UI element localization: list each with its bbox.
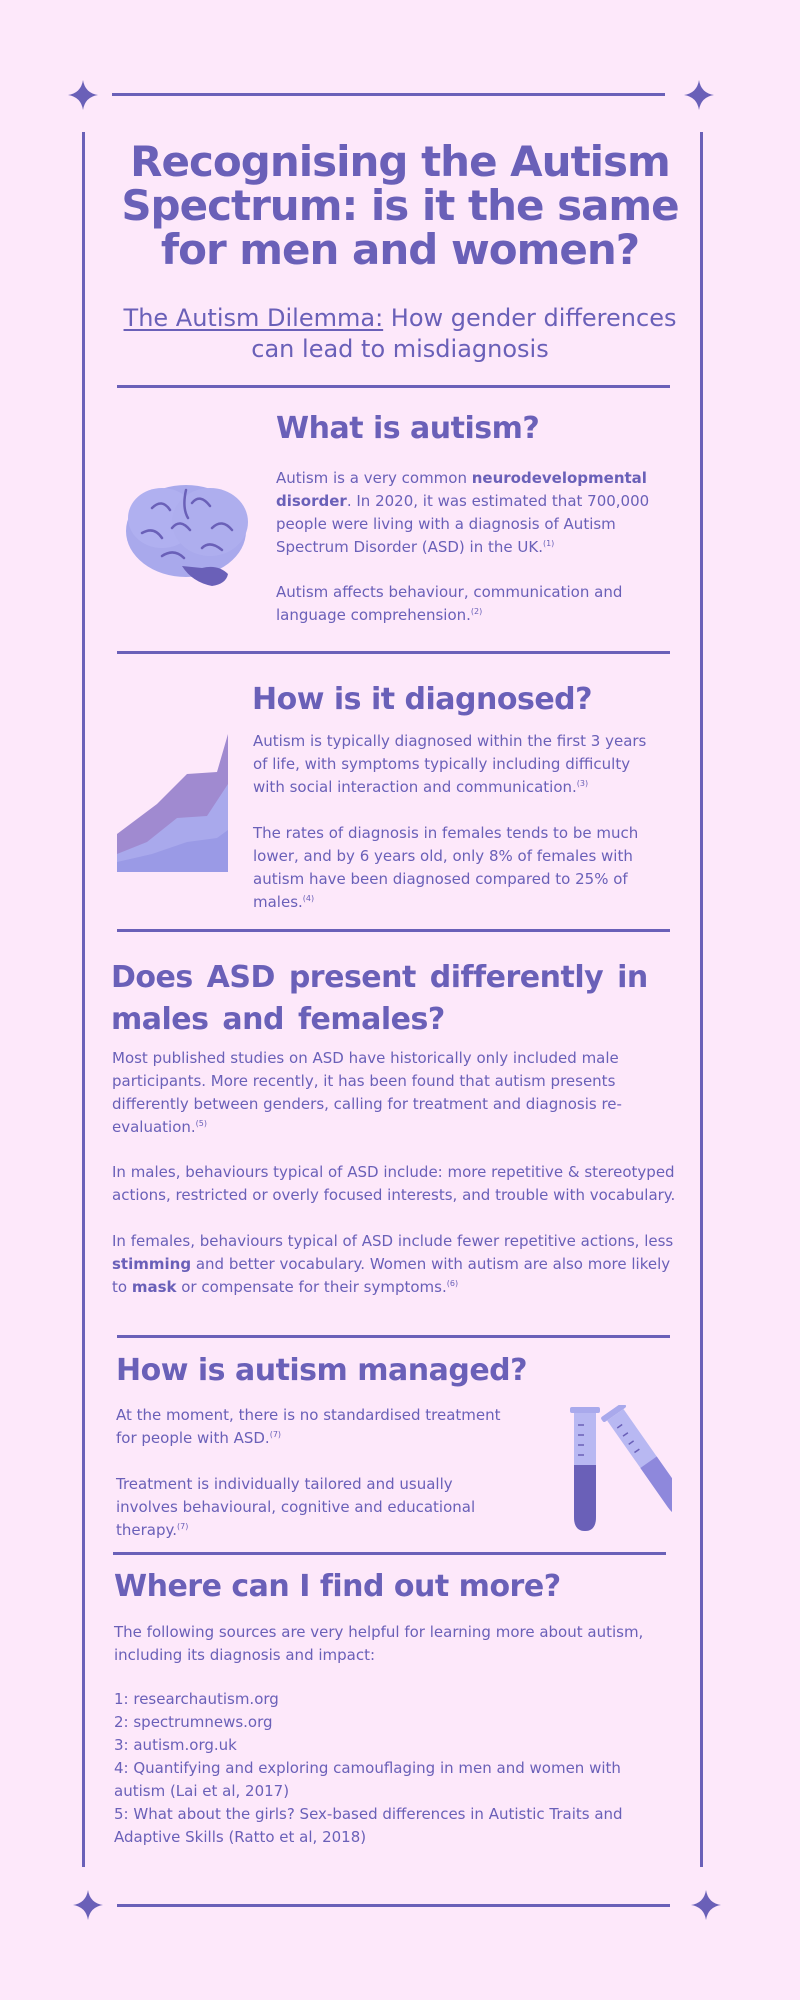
- section-heading-what-is-autism: What is autism?: [276, 411, 540, 446]
- sources-list: [114, 1688, 674, 1849]
- test-tubes-icon: [568, 1405, 672, 1533]
- diagnosed-paragraph-1: Autism is typically diagnosed within the first 3 years of life, with symptoms typically including difficulty with social interaction and communication.$^{(3)}$: [253, 732, 647, 796]
- subtitle-link[interactable]: The Autism Dilemma:: [123, 304, 384, 332]
- sparkle-icon: [73, 1890, 103, 1920]
- diagnosed-paragraph-2: The rates of diagnosis in females tends to be much lower, and by 6 years old, only 8% of females with autism have been diagnosed compared to 25% of males.$^{(4)}$: [253, 824, 639, 911]
- sparkle-icon: [684, 80, 714, 110]
- frame-top-line: [112, 93, 665, 96]
- find-out-more-intro: The following sources are very helpful for learning more about autism, including its diagnosis and impact:: [114, 1623, 644, 1664]
- frame-right-line: [700, 132, 703, 1867]
- managed-paragraph-1: At the moment, there is no standardised treatment for people with ASD.$^{(7)}$: [116, 1406, 501, 1447]
- present-paragraph-2: In males, behaviours typical of ASD include: more repetitive & stereotyped actions, restricted or overly focused interests, and trouble with vocabulary.: [112, 1163, 676, 1204]
- section-heading-managed: How is autism managed?: [116, 1353, 528, 1388]
- section-divider: [117, 385, 670, 388]
- present-paragraph-1: Most published studies on ASD have historically only included male participants. More recently, it has been found that autism presents differently between genders, calling for treatment and diagnosis re-evaluation.$^{(5)}$: [112, 1049, 622, 1136]
- section-divider: [117, 929, 670, 932]
- managed-paragraph-2: Treatment is individually tailored and usually involves behavioural, cognitive and educational therapy.$^{(7)}$: [116, 1475, 476, 1539]
- subtitle-text: How gender differences can lead to misdiagnosis: [251, 304, 677, 363]
- section-divider: [117, 651, 670, 654]
- page-title: Recognising the Autism Spectrum: is it the same for men and women?: [121, 137, 679, 274]
- source-item[interactable]: 4: Quantifying and exploring camouflaging in men and women with autism (Lai et al, 2017): [114, 1759, 621, 1800]
- section-heading-present-differently: Does ASD present differently in males and females?: [111, 960, 648, 1037]
- section-heading-how-diagnosed: How is it diagnosed?: [252, 682, 593, 717]
- section-heading-find-out-more: Where can I find out more?: [114, 1569, 561, 1604]
- page-subtitle: [110, 303, 690, 365]
- frame-bottom-line: [117, 1904, 670, 1907]
- source-item[interactable]: 2: spectrumnews.org: [114, 1713, 273, 1731]
- source-item[interactable]: 1: researchautism.org: [114, 1690, 279, 1708]
- area-chart-icon: [117, 734, 228, 872]
- what-is-paragraph-2: Autism affects behaviour, communication and language comprehension.$^{(2)}$: [276, 583, 623, 624]
- section-divider: [113, 1552, 666, 1555]
- frame-left-line: [82, 132, 85, 1867]
- sparkle-icon: [68, 80, 98, 110]
- sparkle-icon: [691, 1890, 721, 1920]
- section-divider: [117, 1335, 670, 1338]
- what-is-paragraph-1: Autism is a very common neurodevelopmental disorder. In 2020, it was estimated that 700,000 people were living with a diagnosis of Autism Spectrum Disorder (ASD) in the UK.$^{(1)}$: [276, 469, 650, 556]
- source-item[interactable]: 5: What about the girls? Sex-based differences in Autistic Traits and Adaptive Skills (Ratto et al, 2018): [114, 1805, 623, 1846]
- present-paragraph-3: In females, behaviours typical of ASD include fewer repetitive actions, less stimming and better vocabulary. Women with autism are also more likely to mask or compensate for their symptoms.$^{(6)}$: [112, 1232, 674, 1296]
- brain-icon: [122, 478, 254, 592]
- source-item[interactable]: 3: autism.org.uk: [114, 1736, 237, 1754]
